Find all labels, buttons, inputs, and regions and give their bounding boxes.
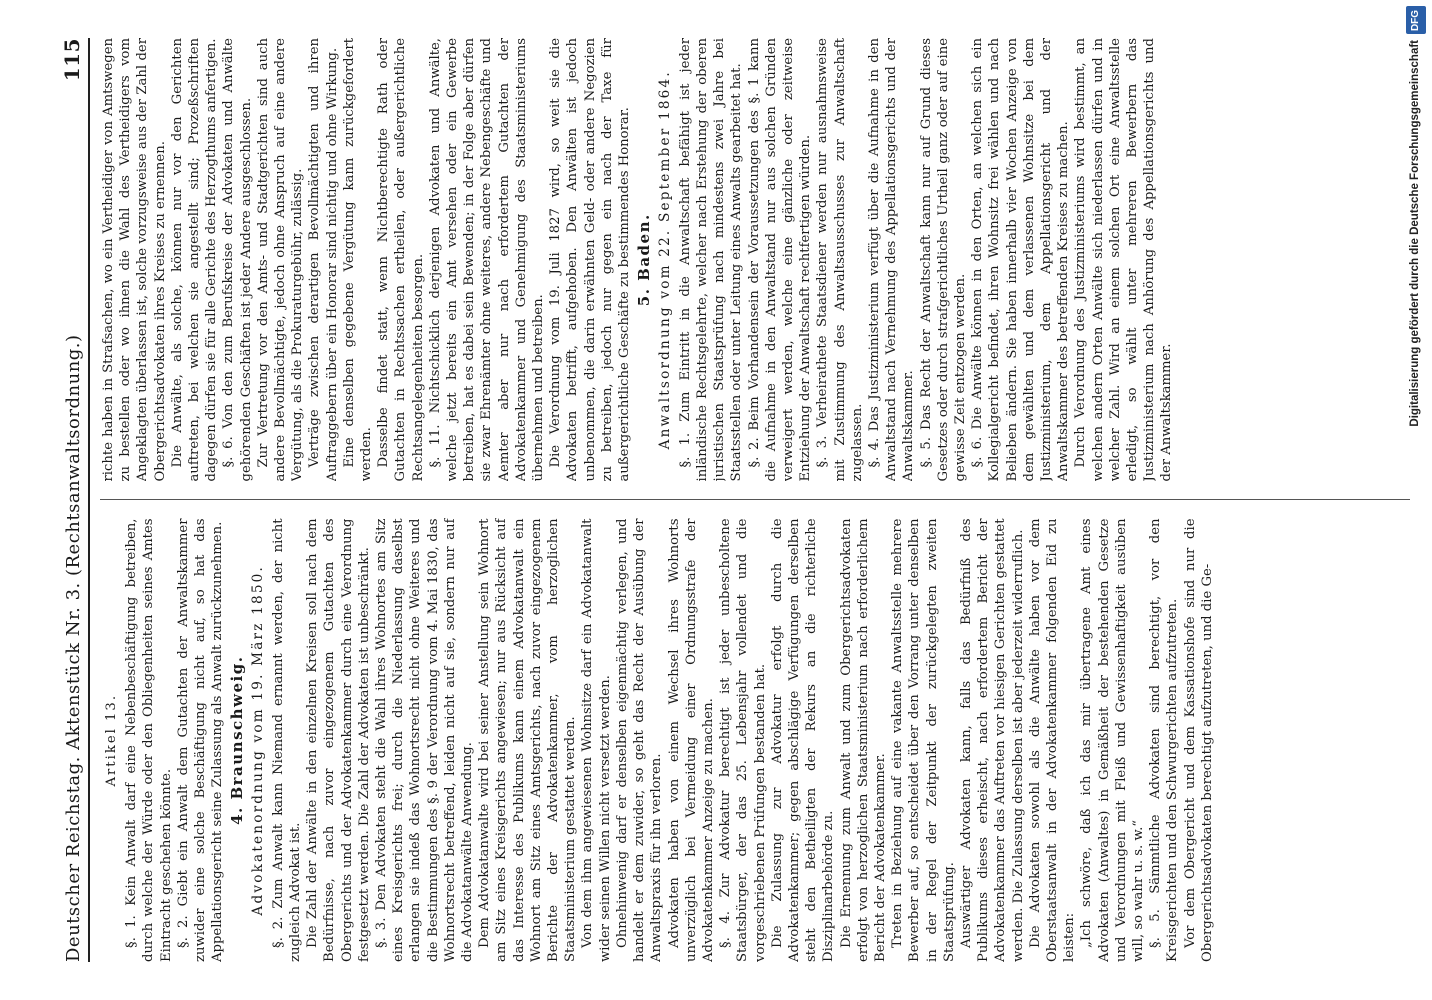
paragraph: Ohnehinwenig darf er denselben eigenmächtig verlegen, und handelt er dem zuwider, so geht das Recht der Ausübung der Anwaltspraxis für ihn verloren. <box>614 518 665 962</box>
paragraph: Die Anwälte, als solche, können nur vor den Gerichten auftreten, bei welchen sie angestellt sind; Prozeßschriften dagegen dürfen sie für alle Gerichte des Herzogthums anfertigen. <box>169 38 220 482</box>
paragraph: §. 4. Zur Advokatur berechtigt ist jeder unbescholtene Staatsbürger, der das 25. Lebensjahr vollendet und die vorgeschriebenen Prüfungen bestanden hat. <box>718 518 768 962</box>
article-heading: Artikel 13. <box>104 693 119 787</box>
paragraph: §. 4. Das Justizministerium verfügt über die Aufnahme in den Anwaltstand nach Vernehmung des Appellationsgerichts und der Anwaltskammer. <box>866 38 917 482</box>
digitization-credit-text: Digitalisierung gefördert durch die Deutsche Forschungsgemeinschaft <box>1409 40 1421 427</box>
left-column <box>100 519 1410 963</box>
ordinance-title: Anwaltsordnung vom 22. September 1864. <box>656 70 673 450</box>
right-column <box>100 38 1410 482</box>
paragraph: §. 6. Die Anwälte können in den Orten, an welchen sich ein Kollegialgericht befindet, ihren Wohnsitz frei wählen und nach Belieben ändern. Sie haben innerhalb vier Wochen Anzeige von dem gewählten und dem verlassenen Wohnsitze bei dem Justizministerium, dem Appellationsgericht und der Anwaltskammer des betreffenden Kreises zu machen. <box>970 38 1072 482</box>
paragraph: §. 1. Kein Anwalt darf eine Nebenbeschäftigung betreiben, durch welche der Würde oder den Obliegenheiten seines Amtes Eintracht geschehen könnte. <box>124 518 174 962</box>
dfg-logo: DFG <box>1406 6 1426 34</box>
paragraph: Dem Advokatanwalte wird bei seiner Anstellung sein Wohnort am Sitz eines Kreisgerichts angewiesen; nur aus Rücksicht auf das Interesse des Publikums kann einem Advokatanwalt ein Wohnort am Sitz eines Amtsgerichts, nach zuvor eingezogenem Berichte der Advokatenkammer, vom herzoglichen Staatsministerium gestattet werden. <box>477 518 579 962</box>
column-divider <box>100 500 1410 501</box>
paragraph: richte haben in Strafsachen, wo ein Vertheidiger von Amtswegen zu bestellen oder wo ihnen die Wahl des Vertheidigers vom Angeklagten überlassen ist, solche vorzugsweise aus der Zahl der Obergerichtsadvokaten ihres Kreises zu ernennen. <box>101 38 168 482</box>
paragraph: §. 2. Giebt ein Anwalt dem Gutachten der Anwaltskammer zuwider eine solche Beschäftigung nicht auf, so hat das Appellationsgericht seine Zulassung als Anwalt zurückzunehmen. <box>175 518 226 962</box>
paragraph: Durch Verordnung des Justizministeriums wird bestimmt, an welchen andern Orten Anwälte sich niederlassen dürfen und in welcher Zahl. Wird an einem solchen Ort eine Anwaltsstelle erledigt, so wählt unter mehreren Bewerbern das Justizministerium nach Anhörung des Appellationsgerichts und der Anwaltskammer. <box>1073 38 1175 482</box>
paragraph: Die Advokaten sowohl als die Anwälte haben vor dem Oberstaatsanwalt in der Advokatenkammer folgenden Eid zu leisten: <box>1027 518 1078 962</box>
paragraph: §. 11. Nichtschicklich derjenigen Advokaten und Anwälte, welche jetzt bereits ein Amt versehen oder ein Gewerbe betreiben, hat es dabei sein Bewenden; in der Folge aber dürfen sie zwar Ehrenämter ohne weiteres, andere Nebengeschäfte und Aemter aber nur nach erfordertem Gutachten der Advokatenkammer und Genehmigung des Staatsministeriums übernehmen und betreiben. <box>427 38 547 482</box>
page-body <box>48 38 1420 962</box>
paragraph: Die Ernennung zum Anwalt und zum Obergerichtsadvokaten erfolgt von herzoglichen Staatsministerium nach erforderlichem Bericht der Advokatenkammer. <box>838 518 888 962</box>
paragraph: Die Zulassung zur Advokatur erfolgt durch die Advokatenkammer; gegen abschlägige Verfügungen derselben steht den Betheiligten der Rekurs an die richterliche Disziplinarbehörde zu. <box>769 518 837 962</box>
section-heading-baden: 5. Baden. <box>635 213 654 307</box>
digitization-credit <box>1404 40 1426 970</box>
paragraph: Treten in Beziehung auf eine vakante Anwaltsstelle mehrere Bewerber auf, so entscheidet über den Vorrang unter denselben in der Regel der Zeitpunkt der zurückgelegten zweiten Staatsprüfung. <box>890 518 957 962</box>
paragraph: Vor dem Obergericht und dem Kassationshofe sind nur die Obergerichtsadvokaten berechtigt aufzutreten, und die Ge- <box>1182 518 1215 962</box>
paragraph: §. 3. Verheirathete Staatsdiener werden nur ausnahmsweise mit Zustimmung des Anwaltsausschusses zur Anwaltschaft zugelassen. <box>815 38 865 482</box>
paragraph: Verträge zwischen derartigen Bevollmächtigten und ihren Auftraggebern über ein Honorar sind nichtig und ohne Wirkung. <box>307 38 340 482</box>
paragraph: Eine denselben gegebene Vergütung kann zurückgefordert werden. <box>341 38 375 482</box>
page-number: 115 <box>60 38 84 82</box>
running-head-title: Deutscher Reichstag. Aktenstück Nr. 3. (Rechtsanwaltsordnung.) <box>63 334 84 962</box>
paragraph: Die Verordnung vom 19. Juli 1827 wird, so weit sie die Advokaten betrifft, aufgehoben. Den Anwälten ist jedoch unbenommen, die darin erwähnten Geld- oder andere Negozien zu betreiben, jedoch nur gegen ein nach der Taxe für außergerichtliche Geschäfte zu bestimmendes Honorar. <box>548 38 633 482</box>
section-heading-braunschweig: 4. Braunschweig. <box>228 655 247 825</box>
paragraph: Dasselbe findet statt, wenn Nichtberechtigte Rath oder Gutachten in Rechtssachen ertheilen, oder außergerichtliche Rechtsangelegenheiten besorgen. <box>376 38 426 482</box>
paragraph: §. 6. Von den zum Berufskreise der Advokaten und Anwälte gehörenden Geschäften ist jeder Andere ausgeschlossen. <box>221 38 254 482</box>
paragraph: §. 3. Den Advokaten steht die Wahl ihres Wohnortes am Sitz eines Kreisgerichts frei; durch die Niederlassung daselbst erlangen sie indeß das Wohnortsrecht nicht ohne Weiteres und die Bestimmungen des §. 9 der Verordnung vom 4. Mai 1830, das Wohnortsrecht betreffend, leiden nicht auf sie, sondern nur auf die Advokatanwälte Anwendung. <box>374 518 476 962</box>
oath-paragraph: „Ich schwöre, daß ich das mir übertragene Amt eines Advokaten (Anwaltes) in Gemäßheit der bestehenden Gesetze und Verordnungen mit Fleiß und Gewissenhaftigkeit ausüben will, so wahr u. s. w.“ <box>1079 518 1146 962</box>
header-rule <box>88 38 90 962</box>
paragraph: §. 2. Beim Vorhandensein der Voraussetzungen des §. 1 kann die Aufnahme in den Anwaltstand nur aus solchen Gründen verweigert werden, welche eine gänzliche oder zeitweise Entziehung der Anwaltschaft rechtfertigen würden. <box>746 38 814 482</box>
paragraph: Von dem ihm angewiesenen Wohnsitze darf ein Advokatanwalt wider seinen Willen nicht versetzt werden. <box>580 518 613 962</box>
paragraph: Auswärtiger Advokaten kann, falls das Bedürfniß des Publikums dieses erheischt, nach erfordertem Bericht der Advokatenkammer das Auftreten vor hiesigen Gerichten gestattet werden. Die Zulassung derselben ist aber jederzeit widerruflich. <box>958 518 1026 962</box>
paragraph: §. 5. Sämmtliche Advokaten sind berechtigt, vor den Kreisgerichten und den Schwurgerichten aufzutreten. <box>1148 518 1181 962</box>
paragraph: §. 1. Zum Eintritt in die Anwaltschaft befähigt ist jeder inländische Rechtsgelehrte, welcher nach Erstehung der oberen juristischen Staatsprüfung nach mindestens zwei Jahre bei Staatsstellen oder unter Leitung eines Anwalts gearbeitet hat. <box>677 38 745 482</box>
paragraph: Advokaten haben von einem Wechsel ihres Wohnorts unverzüglich bei Vermeidung einer Ordnungsstrafe der Advokatenkammer Anzeige zu machen. <box>666 518 716 962</box>
paragraph: Die Zahl der Anwälte in den einzelnen Kreisen soll nach dem Bedürfnisse, nach zuvor eingezogenem Gutachten des Obergerichts und der Advokatenkammer durch eine Verordnung festgesetzt werden. Die Zahl der Advokaten ist unbeschränkt. <box>305 518 372 962</box>
paragraph: §. 5. Das Recht der Anwaltschaft kann nur auf Grund dieses Gesetzes oder durch strafgerichtliches Urtheil ganz oder auf eine gewisse Zeit entzogen werden. <box>918 38 968 482</box>
running-head <box>48 38 84 962</box>
ordinance-title: Advokatenordnung vom 19. März 1850. <box>249 564 266 916</box>
paragraph: Zur Vertretung vor den Amts- und Stadtgerichten sind auch andere Bevollmächtigte, jedoch ohne Anspruch auf eine andere Vergütung, als die Prokuraturgebühr, zulässig. <box>255 38 306 482</box>
paragraph: §. 2. Zum Anwalt kann Niemand ernannt werden, der nicht zugleich Advokat ist. <box>270 518 304 962</box>
text-columns <box>100 38 1410 962</box>
